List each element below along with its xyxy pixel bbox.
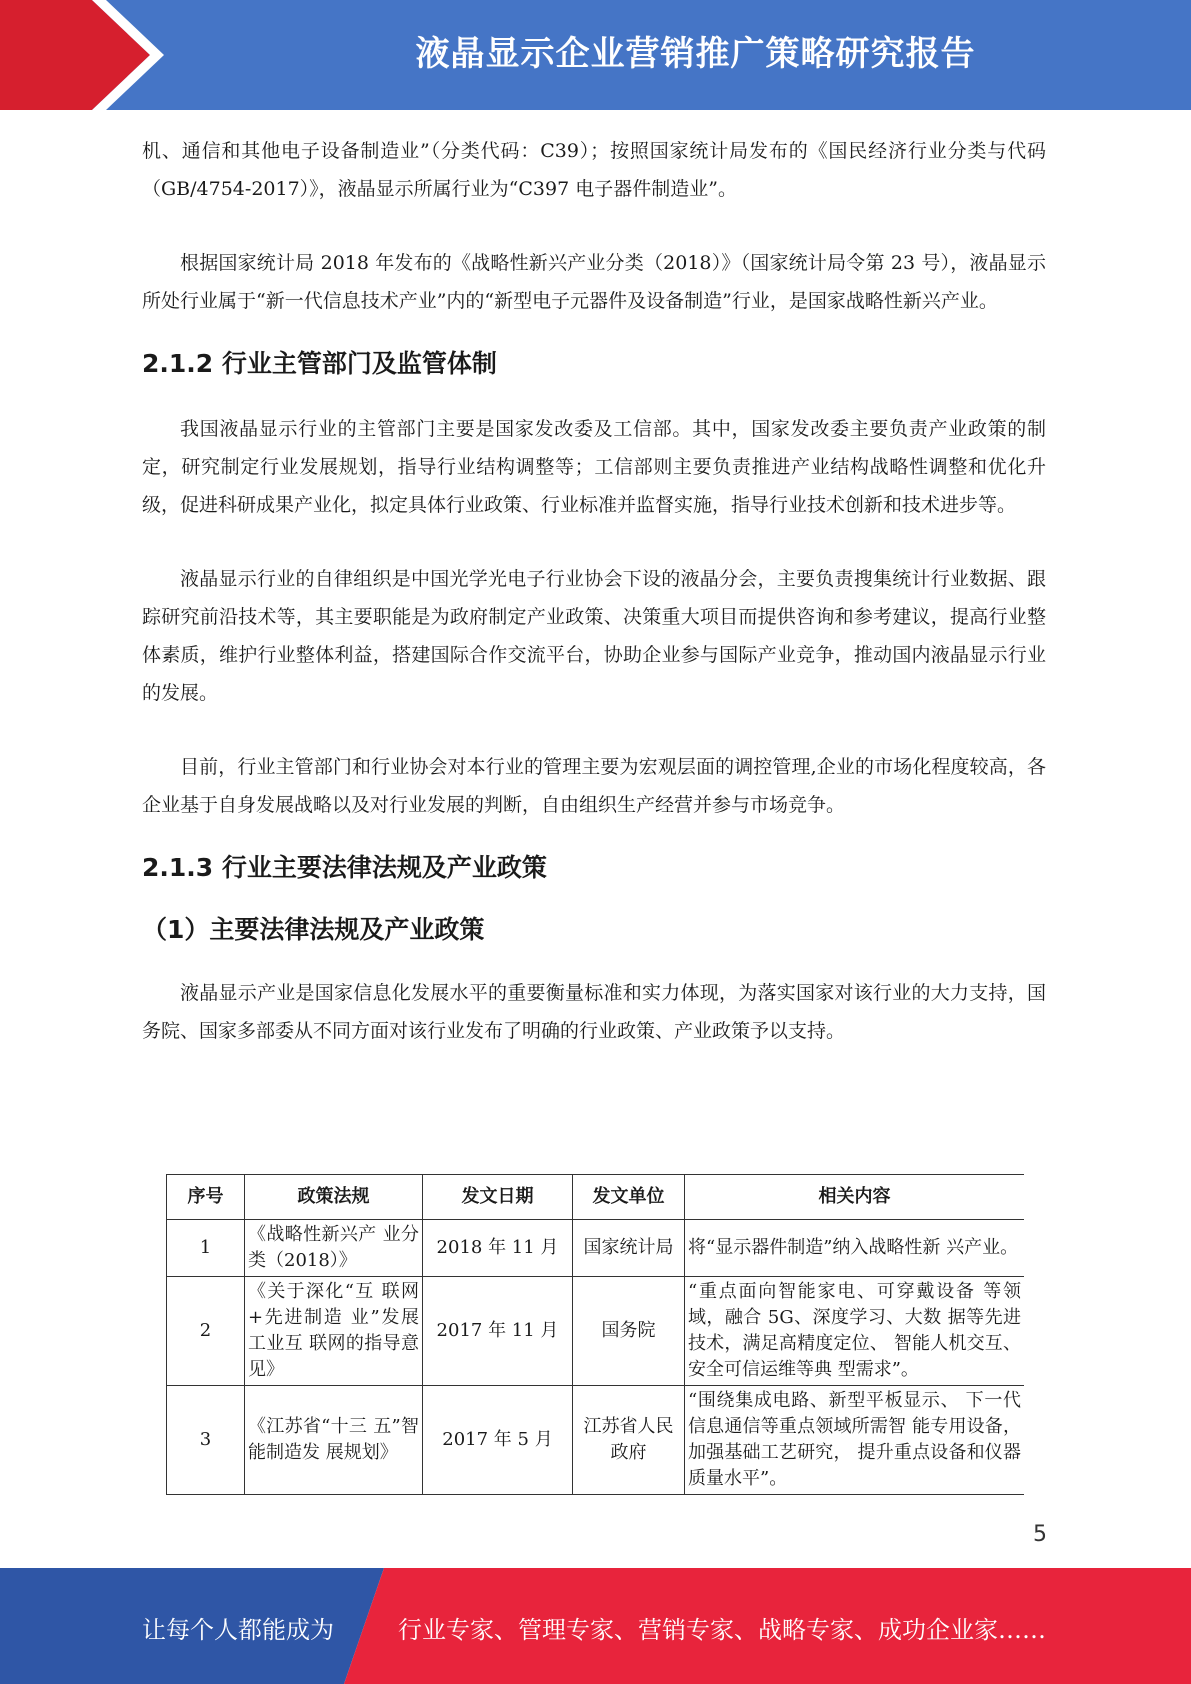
col-header-date: 发文日期 — [423, 1175, 573, 1220]
page-header-banner — [0, 0, 1191, 110]
table-row — [167, 1220, 1025, 1277]
paragraph-regulators: 我国液晶显示行业的主管部门主要是国家发改委及工信部。其中，国家发改委主要负责产业政策的制定，研究制定行业发展规划，指导行业结构调整等；工信部则主要负责推进产业结构战略性调整和优化升级，促进科研成果产业化，拟定具体行业政策、行业标准并监督实施，指导行业技术创新和技术进步等。 — [142, 418, 1046, 516]
cell-issuer: 国家统计局 — [573, 1220, 685, 1277]
policy-table — [166, 1174, 1024, 1495]
col-header-no: 序号 — [167, 1175, 245, 1220]
cell-no: 2 — [167, 1277, 245, 1386]
footer-slogan-right: 行业专家、管理专家、营销专家、战略专家、成功企业家…… — [398, 1616, 1046, 1644]
cell-issuer: 国务院 — [573, 1277, 685, 1386]
cell-date: 2017 年 11 月 — [423, 1277, 573, 1386]
paragraph-policy-support: 液晶显示产业是国家信息化发展水平的重要衡量标准和实力体现，为落实国家对该行业的大力支持，国务院、国家多部委从不同方面对该行业发布了明确的行业政策、产业政策予以支持。 — [142, 982, 1046, 1042]
policy-table-container — [166, 1174, 1024, 1518]
paragraph-market-management: 目前，行业主管部门和行业协会对本行业的管理主要为宏观层面的调控管理,企业的市场化程度较高，各企业基于自身发展战略以及对行业发展的判断，自由组织生产经营并参与市场竞争。 — [142, 756, 1046, 816]
document-body — [142, 132, 1046, 1050]
cell-policy: 《江苏省“十三 五”智能制造发 展规划》 — [245, 1386, 423, 1495]
subsection-heading-laws: （1）主要法律法规及产业政策 — [142, 915, 485, 944]
cell-no: 1 — [167, 1220, 245, 1277]
cell-policy: 《关于深化“互 联网+先进制造 业”发展工业互 联网的指导意 见》 — [245, 1277, 423, 1386]
paragraph-industry-classification: 机、通信和其他电子设备制造业”（分类代码：C39）；按照国家统计局发布的《国民经济行业分类与代码（GB/4754-2017）》，液晶显示所属行业为“C397 电子器件制造业”。 — [142, 140, 1046, 200]
cell-content: 将“显示器件制造”纳入战略性新 兴产业。 — [685, 1220, 1025, 1277]
col-header-issuer: 发文单位 — [573, 1175, 685, 1220]
col-header-content: 相关内容 — [685, 1175, 1025, 1220]
col-header-policy: 政策法规 — [245, 1175, 423, 1220]
cell-content: “重点面向智能家电、可穿戴设备 等领域，融合 5G、深度学习、大数 据等先进技术，满足高精度定位、 智能人机交互、安全可信运维等典 型需求”。 — [685, 1277, 1025, 1386]
cell-content: “围绕集成电路、新型平板显示、 下一代信息通信等重点领域所需智 能专用设备，加强基础工艺研究， 提升重点设备和仪器质量水平”。 — [685, 1386, 1025, 1495]
cell-issuer: 江苏省人民政府 — [573, 1386, 685, 1495]
report-title: 液晶显示企业营销推广策略研究报告 — [415, 34, 976, 74]
table-header-row — [167, 1175, 1025, 1220]
section-heading-2-1-3: 2.1.3 行业主要法律法规及产业政策 — [142, 853, 547, 882]
footer-slogan-left: 让每个人都能成为 — [142, 1616, 334, 1644]
paragraph-strategic-industry: 根据国家统计局 2018 年发布的《战略性新兴产业分类（2018）》（国家统计局令第 23 号），液晶显示所处行业属于“新一代信息技术产业”内的“新型电子元器件及设备制造”行业，是国家战略性新兴产业。 — [142, 252, 1046, 312]
section-heading-2-1-2: 2.1.2 行业主管部门及监管体制 — [142, 349, 497, 378]
cell-policy: 《战略性新兴产 业分类（2018）》 — [245, 1220, 423, 1277]
cell-no: 3 — [167, 1386, 245, 1495]
table-row — [167, 1277, 1025, 1386]
cell-date: 2017 年 5 月 — [423, 1386, 573, 1495]
cell-date: 2018 年 11 月 — [423, 1220, 573, 1277]
paragraph-self-regulatory-org: 液晶显示行业的自律组织是中国光学光电子行业协会下设的液晶分会，主要负责搜集统计行业数据、跟踪研究前沿技术等，其主要职能是为政府制定产业政策、决策重大项目而提供咨询和参考建议，提高行业整体素质，维护行业整体利益，搭建国际合作交流平台，协助企业参与国际产业竞争，推动国内液晶显示行业的发展。 — [142, 568, 1046, 704]
page-footer-banner — [0, 1568, 1191, 1684]
page-number: 5 — [1033, 1522, 1047, 1547]
table-row — [167, 1386, 1025, 1495]
